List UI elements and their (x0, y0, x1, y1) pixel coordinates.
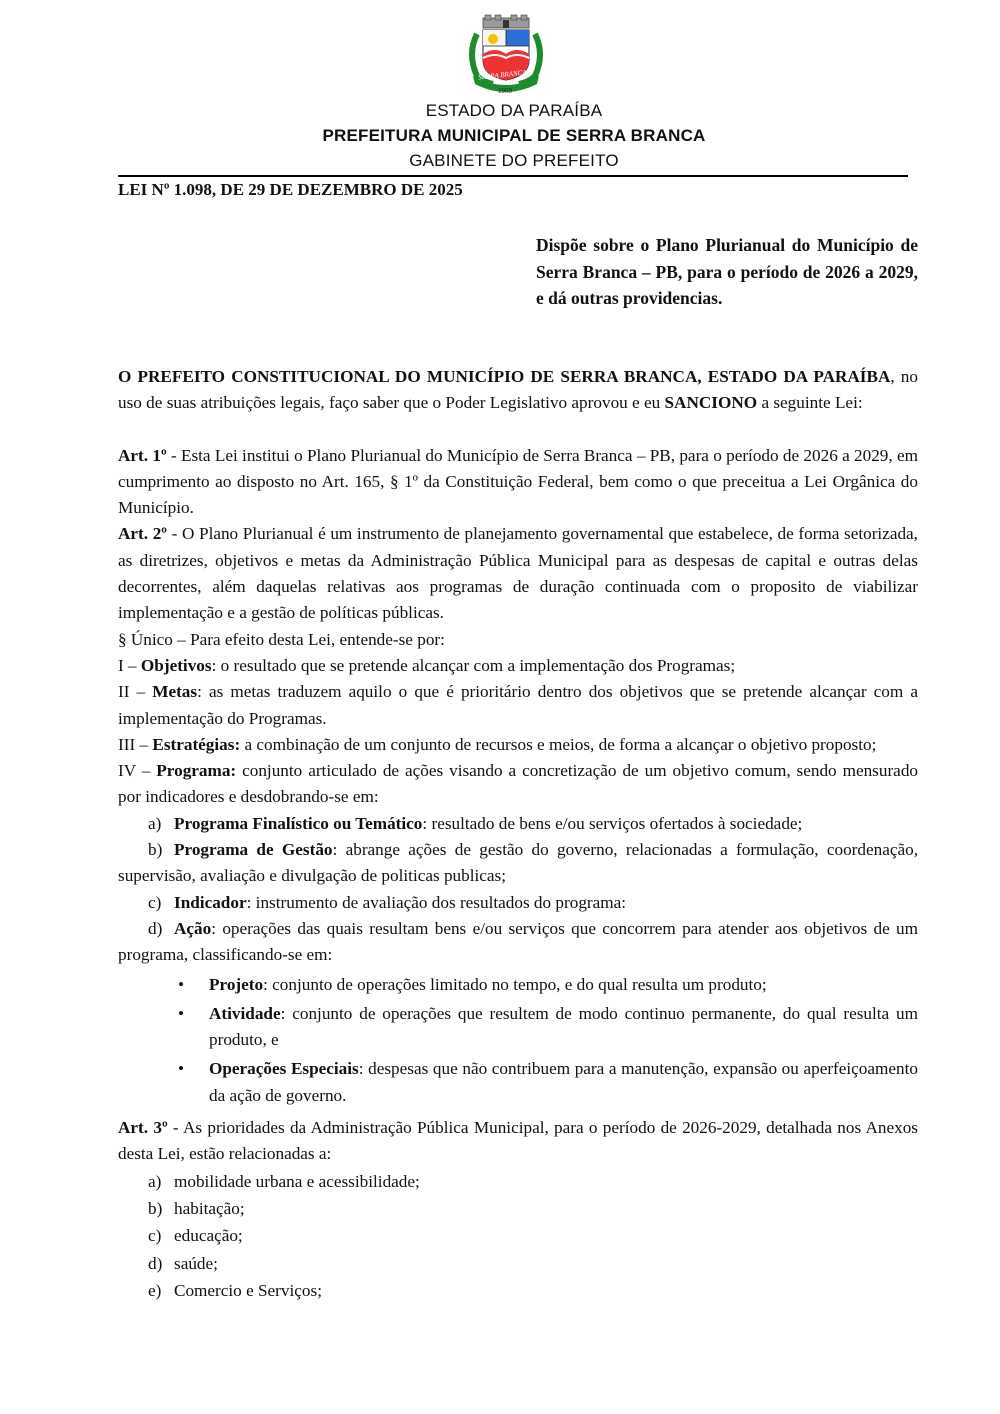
bullet-text: : despesas que não contribuem para a manutenção, expansão ou aperfeiçoamento da ação de governo. (209, 1059, 918, 1105)
article-3-label: Art. 3º (118, 1118, 168, 1138)
definition-number: III – (118, 734, 153, 754)
article-2-text: - O Plano Plurianual é um instrumento de planejamento governamental que estabelece, de forma setorizada, as diretrizes, objetivos e metas da Administração Pública Municipal para as despesas de capital e outras delas decorrentes, além daquelas relativas aos programas de duração continuada com o proposito de viabilizar implementação e a gestão de políticas públicas. (118, 524, 918, 623)
priority-text: saúde; (174, 1253, 218, 1273)
definition-item (118, 732, 918, 758)
subitem-text: : operações das quais resultam bens e/ou serviços que concorrem para atender aos objetivos de um programa, classificando-se em: (118, 918, 918, 965)
subitem-text: : resultado de bens e/ou serviços ofertados à sociedade; (422, 813, 803, 833)
priority-mark: e) (148, 1281, 162, 1301)
bullet-term: Operações Especiais (209, 1059, 359, 1079)
crest-year: 1959 (498, 87, 512, 95)
subitem-term: Ação (174, 918, 212, 938)
list-item (118, 1250, 918, 1277)
subitem-mark: c) (148, 892, 162, 912)
subitem-mark: b) (148, 840, 163, 860)
definition-term: Estratégias: (152, 734, 241, 754)
priority-mark: d) (148, 1253, 163, 1273)
subitem-mark: d) (148, 918, 163, 938)
header-divider (118, 175, 908, 177)
definition-number: II – (118, 682, 153, 702)
subitem-term: Indicador (174, 892, 247, 912)
priority-text: Comercio e Serviços; (174, 1281, 322, 1301)
priority-text: habitação; (174, 1199, 245, 1219)
priority-mark: a) (148, 1171, 162, 1191)
article-2 (118, 521, 918, 626)
priorities-list (118, 1168, 918, 1305)
program-subitem (118, 916, 918, 969)
law-ementa: Dispõe sobre o Plano Plurianual do Município de Serra Branca – PB, para o período de 2026 a 2029, e dá outras providencias. (536, 235, 918, 308)
definition-item (118, 679, 918, 732)
header-gabinete: GABINETE DO PREFEITO (409, 151, 619, 170)
definition-text: a combinação de um conjunto de recursos e meios, de forma a alcançar o objetivo proposto; (240, 734, 877, 754)
bullet-text: : conjunto de operações que resultem de modo continuo permanente, do qual resulta um produto, e (209, 1003, 918, 1050)
bullet-icon: • (178, 1003, 185, 1023)
list-item (118, 1277, 918, 1304)
article-1-text: - Esta Lei institui o Plano Plurianual do Município de Serra Branca – PB, para o período de 2026 a 2029, em cumprimento ao disposto no Art. 165, § 1º da Constituição Federal, bem como o que preceitua a Lei Orgânica do Município. (118, 445, 918, 518)
definition-number: IV – (118, 761, 157, 781)
subitem-term: Programa de Gestão (174, 840, 333, 860)
priority-mark: b) (148, 1199, 163, 1219)
bullet-icon: • (178, 1059, 185, 1079)
definition-term: Metas (152, 682, 198, 702)
law-title: LEI Nº 1.098, DE 29 DE DEZEMBRO DE 2025 (118, 180, 463, 199)
list-item (118, 1222, 918, 1249)
article-3-text: - As prioridades da Administração Pública Municipal, para o período de 2026-2029, detalhada nos Anexos desta Lei, estão relacionadas a: (118, 1118, 918, 1164)
bullet-text: : conjunto de operações limitado no tempo, e do qual resulta um produto; (263, 974, 767, 994)
action-types-list (118, 972, 918, 1109)
bullet-icon: • (178, 974, 185, 994)
definition-term: Programa: (156, 761, 237, 781)
bullet-term: Projeto (209, 974, 264, 994)
preamble (118, 364, 918, 417)
crest-motto: SERRA BRANCA (477, 68, 527, 82)
article-1 (118, 443, 918, 522)
subitem-text: : instrumento de avaliação dos resultados do programa: (246, 892, 627, 912)
article-2-label: Art. 2º (118, 524, 167, 544)
priority-mark: c) (148, 1226, 162, 1246)
definition-number: I – (118, 655, 141, 675)
paragrafo-unico: § Único – Para efeito desta Lei, entende-se por: (118, 629, 445, 649)
subitem-text: : abrange ações de gestão do governo, relacionadas a formulação, coordenação, supervisão, avaliação e divulgação de politicas publicas; (118, 840, 918, 886)
list-item (118, 972, 918, 998)
definition-text: : o resultado que se pretende alcançar com a implementação dos Programas; (211, 655, 736, 675)
law-body (118, 364, 918, 1305)
preamble-sanciono: SANCIONO (664, 393, 758, 413)
bullet-term: Atividade (209, 1003, 281, 1023)
program-subitem (118, 890, 918, 916)
list-item (118, 1168, 918, 1195)
list-item (118, 1001, 918, 1054)
definition-text: conjunto articulado de ações visando a concretização de um objetivo comum, sendo mensurado por indicadores e desdobrando-se em: (118, 761, 919, 807)
article-1-label: Art. 1º (118, 445, 167, 465)
definition-item (118, 758, 918, 811)
definition-term: Objetivos (140, 655, 212, 675)
priority-text: mobilidade urbana e acessibilidade; (174, 1171, 420, 1191)
article-3 (118, 1115, 918, 1168)
priority-text: educação; (174, 1226, 243, 1246)
subitem-mark: a) (148, 813, 162, 833)
list-item (118, 1056, 918, 1109)
subitem-term: Programa Finalístico ou Temático (174, 813, 423, 833)
header-prefeitura: PREFEITURA MUNICIPAL DE SERRA BRANCA (322, 126, 706, 145)
definition-text: : as metas traduzem aquilo o que é prioritário dentro dos objetivos que se pretende alcançar com a implementação do Programas. (118, 682, 918, 728)
program-subitem (118, 811, 918, 837)
definition-item (118, 653, 918, 679)
header-state: ESTADO DA PARAÍBA (425, 101, 603, 120)
preamble-authority: O PREFEITO CONSTITUCIONAL DO MUNICÍPIO DE SERRA BRANCA, ESTADO DA PARAÍBA (118, 367, 891, 386)
list-item (118, 1195, 918, 1222)
program-subitem (118, 837, 918, 890)
municipal-crest-logo (463, 14, 549, 94)
preamble-tail: a seguinte Lei: (757, 393, 863, 413)
preamble-text: , no uso de suas atribuições legais, faço saber que o Poder Legislativo aprovou e eu (118, 367, 918, 413)
